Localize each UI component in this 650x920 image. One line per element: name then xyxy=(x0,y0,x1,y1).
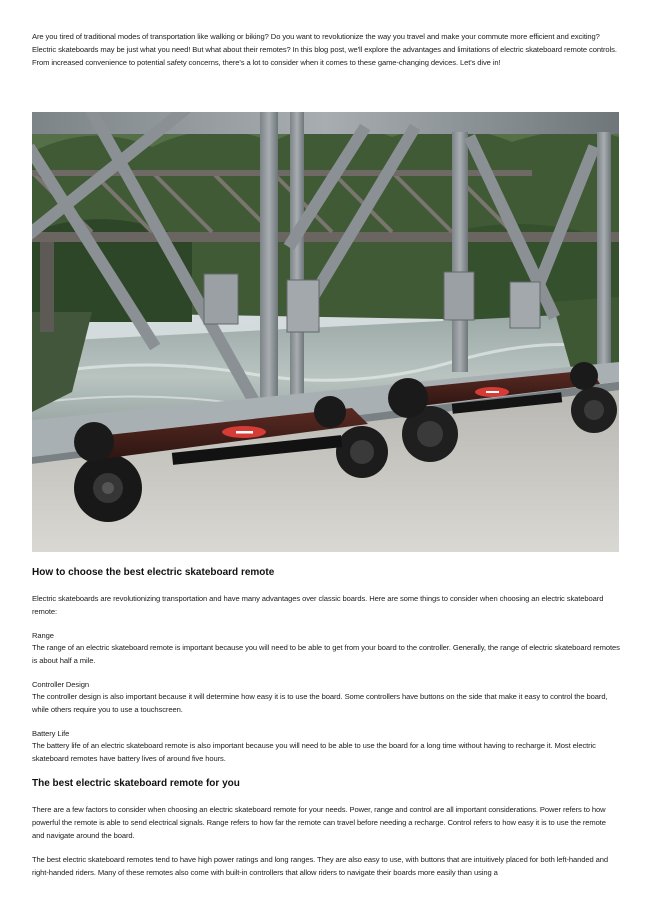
section1-heading: How to choose the best electric skateboard remote xyxy=(32,567,275,578)
factor-battery-text: The battery life of an electric skateboard remote is also important because you will need to be able to use the board for a long time without having to recharge it. Most electric skateboard remotes have battery lives of around five hours. xyxy=(32,741,596,764)
section2-paragraph-2: The best electric skateboard remotes tend to have high power ratings and long ranges. They are also easy to use, with buttons that are intuitively placed for both left-handed and right-handed riders. Many of these remotes also come with built-in controllers that allow riders to navigate their boards more easily than using a xyxy=(32,855,608,878)
factor-range-text: The range of an electric skateboard remote is important because you will need to be able to get from your board to the controller. Generally, the range of electric skateboard remotes is about half a mile. xyxy=(32,643,620,666)
factor-range-title: Range xyxy=(32,631,54,640)
factor-controller-title: Controller Design xyxy=(32,680,89,689)
skateboards-on-bridge-photo xyxy=(32,112,619,552)
factor-controller-text: The controller design is also important because it will determine how easy it is to use the board. Some controllers have buttons on the side that make it easy to control the board, while others require you to use a touchscreen. xyxy=(32,692,608,715)
section2-paragraph-1: There are a few factors to consider when choosing an electric skateboard remote for your needs. Power, range and control are all important considerations. Power refers to how powerful the remote is able to send electrical signals. Range refers to how far the remote can travel before needing a recharge. Control refers to how easy it is to use the remote and navigate around the board. xyxy=(32,805,606,841)
factor-battery-title: Battery Life xyxy=(32,729,70,738)
skateboards-illustration xyxy=(32,112,619,552)
section1-intro: Electric skateboards are revolutionizing transportation and have many advantages over classic boards. Here are some things to consider when choosing an electric skateboard remote: xyxy=(32,594,604,617)
section2-heading: The best electric skateboard remote for you xyxy=(32,778,240,789)
intro-paragraph: Are you tired of traditional modes of transportation like walking or biking? Do you want to revolutionize the way you travel and make your commute more efficient and exciting? Electric skateboards may be just what you need! But what about their remotes? In this blog post, we'll explore the advantages and limitations of electric skateboard remote controls. From increased convenience to potential safety concerns, there's a lot to consider when it comes to these game-changing devices. Let's dive in! xyxy=(32,32,617,68)
